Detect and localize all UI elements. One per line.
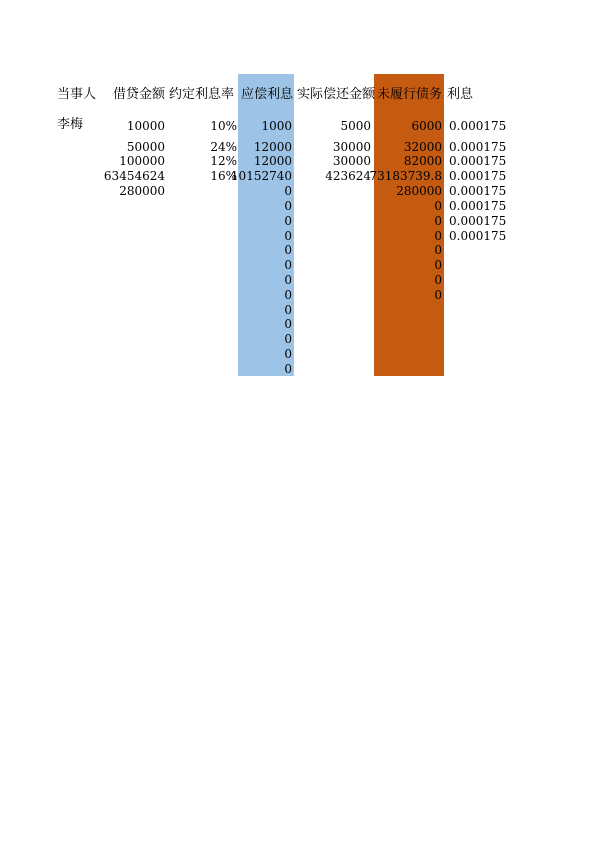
cell-unperformed: 0 (434, 213, 442, 228)
cell-interest: 0.000175 (449, 154, 507, 168)
cell-interest-due: 0 (284, 273, 292, 287)
party-name: 李梅 (57, 117, 84, 132)
cell-interest-due: 0 (284, 228, 292, 243)
cell-loan-amount: 63454624 (103, 169, 165, 183)
cell-interest-due: 0 (284, 302, 292, 317)
cell-interest-due: 0 (284, 243, 292, 258)
cell-actual-repaid: 30000 (332, 154, 371, 168)
cell-interest: 0.000175 (449, 169, 507, 183)
cell-interest: 0.000175 (449, 119, 507, 133)
cell-unperformed: 0 (434, 243, 442, 258)
cell-agreed-rate: 16% (210, 169, 237, 183)
cell-interest-due: 0 (284, 361, 292, 376)
cell-unperformed: 0 (434, 287, 442, 302)
header-agreed-rate: 约定利息率 (169, 87, 235, 102)
cell-interest-due: 0 (284, 258, 292, 273)
cell-interest-due: 0 (284, 332, 292, 347)
cell-interest: 0.000175 (449, 140, 507, 154)
cell-unperformed: 0 (434, 273, 442, 287)
cell-unperformed: 280000 (396, 184, 442, 198)
cell-agreed-rate: 12% (210, 154, 237, 168)
cell-interest: 0.000175 (449, 228, 507, 243)
cell-interest-due: 1000 (261, 119, 292, 133)
header-loan-amount: 借贷金额 (113, 87, 166, 102)
cell-unperformed: 0 (434, 258, 442, 273)
cell-interest-due: 0 (284, 317, 292, 332)
cell-interest-due: 0 (284, 287, 292, 302)
header-interest: 利息 (447, 87, 474, 102)
cell-interest-due: 0 (284, 347, 292, 361)
header-interest-due: 应偿利息 (241, 87, 294, 102)
cell-interest-due: 0 (284, 213, 292, 228)
header-party: 当事人 (57, 87, 97, 102)
cell-interest-due: 0 (284, 199, 292, 213)
cell-loan-amount: 10000 (126, 119, 165, 133)
cell-interest-due: 10152740 (230, 169, 292, 183)
cell-unperformed: 73183739.8 (369, 169, 442, 183)
cell-loan-amount: 50000 (126, 140, 165, 154)
cell-interest: 0.000175 (449, 184, 507, 198)
header-actual-repaid: 实际偿还金额 (297, 87, 376, 102)
cell-interest: 0.000175 (449, 213, 507, 228)
cell-unperformed: 82000 (403, 154, 442, 168)
cell-actual-repaid: 30000 (332, 140, 371, 154)
cell-interest-due: 0 (284, 184, 292, 198)
cell-unperformed: 0 (434, 199, 442, 213)
cell-agreed-rate: 24% (210, 140, 237, 154)
cell-unperformed: 0 (434, 228, 442, 243)
header-unperformed: 未履行债务 (377, 87, 443, 102)
cell-interest-due: 12000 (253, 140, 292, 154)
cell-unperformed: 32000 (403, 140, 442, 154)
cell-actual-repaid: 5000 (340, 119, 371, 133)
cell-actual-repaid: 423624 (325, 169, 371, 183)
cell-loan-amount: 280000 (119, 184, 165, 198)
cell-interest: 0.000175 (449, 199, 507, 213)
cell-interest-due: 12000 (253, 154, 292, 168)
cell-agreed-rate: 10% (210, 119, 237, 133)
cell-unperformed: 6000 (411, 119, 442, 133)
cell-loan-amount: 100000 (119, 154, 165, 168)
